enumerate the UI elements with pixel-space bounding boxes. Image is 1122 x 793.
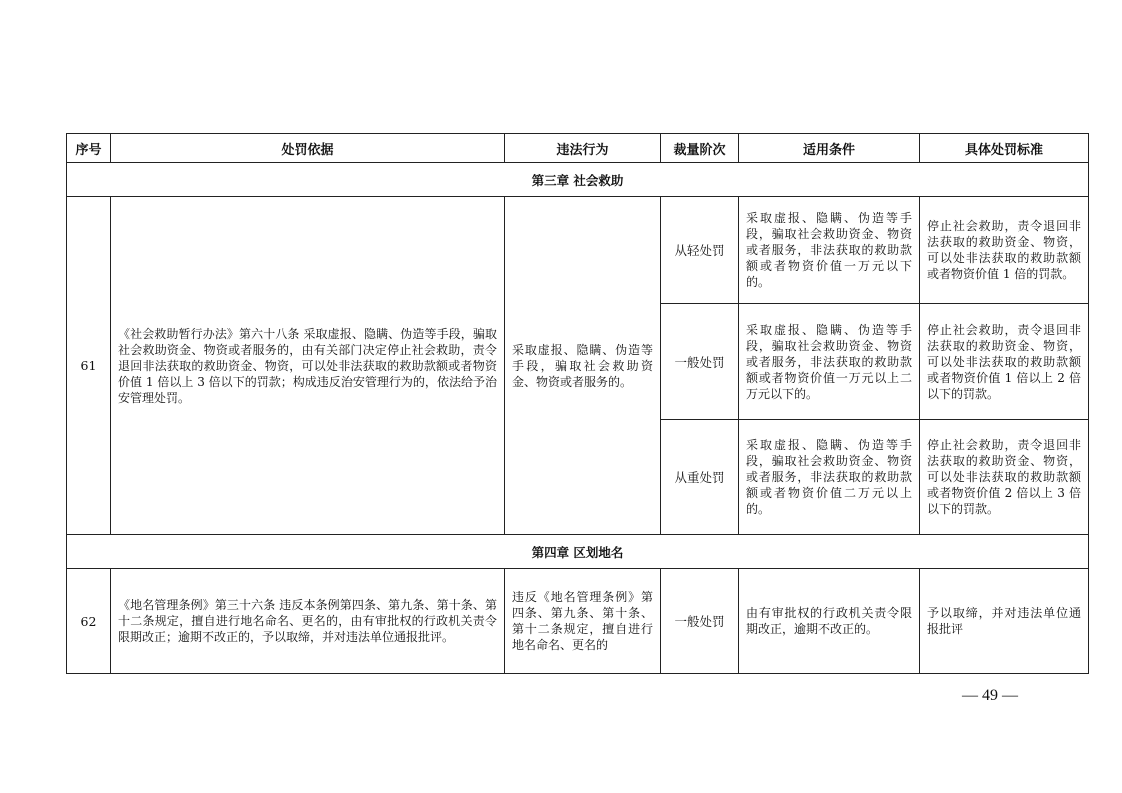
discretion-level: 一般处罚 (661, 304, 739, 420)
header-condition: 适用条件 (739, 134, 920, 163)
header-standard: 具体处罚标准 (920, 134, 1089, 163)
violation-behavior: 违反《地名管理条例》第四条、第九条、第十条、第十二条规定，擅自进行地名命名、更名的 (505, 569, 661, 674)
header-behavior: 违法行为 (505, 134, 661, 163)
penalty-table (66, 133, 1089, 674)
chapter-row (67, 163, 1089, 197)
applicable-condition: 采取虚报、隐瞒、伪造等手段，骗取社会救助资金、物资或者服务，非法获取的救助款额或者物资价值一万元以上二万元以下的。 (739, 304, 920, 420)
applicable-condition: 采取虚报、隐瞒、伪造等手段，骗取社会救助资金、物资或者服务，非法获取的救助款额或者物资价值一万元以下的。 (739, 197, 920, 304)
penalty-standard: 停止社会救助，责令退回非法获取的救助资金、物资，可以处非法获取的救助款额或者物资价值 2 倍以上 3 倍以下的罚款。 (920, 420, 1089, 535)
applicable-condition: 由有审批权的行政机关责令限期改正，逾期不改正的。 (739, 569, 920, 674)
discretion-level: 一般处罚 (661, 569, 739, 674)
chapter-title: 第三章 社会救助 (67, 163, 1089, 197)
page-number: — 49 — (962, 687, 1018, 704)
chapter-title: 第四章 区划地名 (67, 535, 1089, 569)
discretion-level: 从重处罚 (661, 420, 739, 535)
row-number: 62 (67, 569, 111, 674)
penalty-basis: 《社会救助暂行办法》第六十八条 采取虚报、隐瞒、伪造等手段，骗取社会救助资金、物资或者服务的，由有关部门决定停止社会救助，责令退回非法获取的救助资金、物资，可以处非法获取的救助款额或者物资价值 1 倍以上 3 倍以下的罚款；构成违反治安管理行为的，依法给予治安管理处罚。 (111, 197, 505, 535)
header-serial: 序号 (67, 134, 111, 163)
chapter-row (67, 535, 1089, 569)
penalty-standard: 予以取缔，并对违法单位通报批评 (920, 569, 1089, 674)
row-number: 61 (67, 197, 111, 535)
penalty-basis: 《地名管理条例》第三十六条 违反本条例第四条、第九条、第十条、第十二条规定，擅自进行地名命名、更名的，由有审批权的行政机关责令限期改正；逾期不改正的，予以取缔，并对违法单位通报批评。 (111, 569, 505, 674)
penalty-standard: 停止社会救助，责令退回非法获取的救助资金、物资，可以处非法获取的救助款额或者物资价值 1 倍以上 2 倍以下的罚款。 (920, 304, 1089, 420)
table-header-row (67, 134, 1089, 163)
table-row (67, 569, 1089, 674)
applicable-condition: 采取虚报、隐瞒、伪造等手段，骗取社会救助资金、物资或者服务，非法获取的救助款额或者物资价值二万元以上的。 (739, 420, 920, 535)
discretion-level: 从轻处罚 (661, 197, 739, 304)
table-row (67, 197, 1089, 304)
header-level: 裁量阶次 (661, 134, 739, 163)
violation-behavior: 采取虚报、隐瞒、伪造等手段，骗取社会救助资金、物资或者服务的。 (505, 197, 661, 535)
header-basis: 处罚依据 (111, 134, 505, 163)
penalty-standard: 停止社会救助，责令退回非法获取的救助资金、物资，可以处非法获取的救助款额或者物资价值 1 倍的罚款。 (920, 197, 1089, 304)
